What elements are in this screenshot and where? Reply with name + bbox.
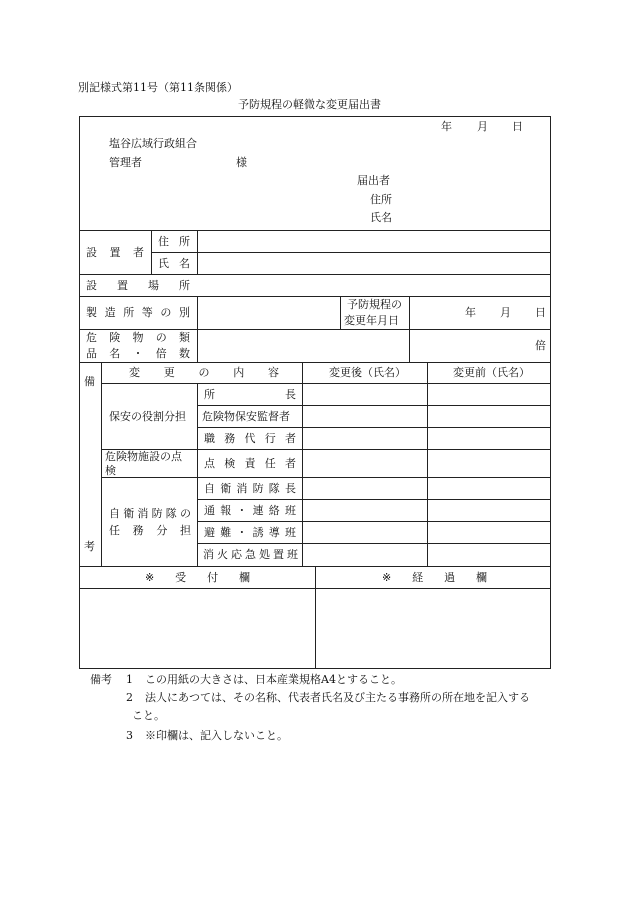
progress-label: ※ 経 過 欄 <box>382 571 487 584</box>
notifier-name-label: 氏名 <box>370 211 392 224</box>
hazmat-label-line1: 危 険 物 の 類 <box>86 331 190 344</box>
role-brigade-chief: 自 衛 消 防 隊 長 <box>204 482 296 495</box>
after-chief-field[interactable] <box>304 479 426 498</box>
group-security-roles: 保安の役割分担 <box>109 410 186 423</box>
site-field[interactable] <box>199 276 549 295</box>
role-communication-team: 通 報 ・ 連 絡 班 <box>204 504 296 517</box>
before-firefighting-field[interactable] <box>429 545 549 565</box>
site-label: 設 置 場 所 <box>86 279 190 292</box>
after-firefighting-field[interactable] <box>304 545 426 565</box>
before-communication-field[interactable] <box>429 501 549 520</box>
reception-box <box>81 590 314 667</box>
role-firefighting-team: 消 火 応 急 処 置 班 <box>203 548 298 561</box>
group-inspection-line1: 危険物施設の点 <box>105 450 182 463</box>
after-evacuation-field[interactable] <box>304 523 426 542</box>
installer-name-field[interactable] <box>199 254 549 273</box>
change-day: 日 <box>535 306 546 319</box>
change-date-label-line1: 予防規程の <box>347 298 402 311</box>
role-evacuation-team: 避 難 ・ 誘 導 班 <box>204 526 296 539</box>
notifier-address-label: 住所 <box>370 193 392 206</box>
change-date-label-line2: 変更年月日 <box>344 314 399 327</box>
group-fire-brigade-line2: 任 務 分 担 <box>109 524 191 537</box>
role-director: 所 長 <box>204 388 296 401</box>
group-fire-brigade-line1: 自 衛 消 防 隊 の <box>109 507 191 520</box>
organization-name: 塩谷広域行政組合 <box>109 137 197 150</box>
note-1-number: 1 <box>126 673 133 686</box>
form-title: 予防規程の軽微な変更届出書 <box>238 98 381 111</box>
facility-type-label: 製 造 所 等 の 別 <box>86 306 190 319</box>
manager-label: 管理者 <box>109 156 142 169</box>
group-inspection-line2: 検 <box>105 464 116 477</box>
remarks-side-label-bottom: 考 <box>84 540 95 553</box>
after-inspection-field[interactable] <box>304 451 426 476</box>
date-day: 日 <box>512 120 523 133</box>
honorific: 様 <box>236 156 247 169</box>
facility-type-field[interactable] <box>199 298 339 328</box>
column-header-after: 変更後（氏名） <box>329 366 406 379</box>
remarks-side-label-top: 備 <box>84 375 95 388</box>
change-month: 月 <box>500 306 511 319</box>
installer-address-label: 住 所 <box>158 235 190 248</box>
installer-name-label: 氏 名 <box>158 257 190 270</box>
note-2-number: 2 <box>126 691 133 704</box>
reception-label: ※ 受 付 欄 <box>145 571 250 584</box>
before-inspection-field[interactable] <box>429 451 549 476</box>
progress-box <box>317 590 549 667</box>
form-number: 別記様式第11号（第11条関係） <box>78 81 238 94</box>
note-3-number: 3 <box>126 729 133 742</box>
note-1-text: この用紙の大きさは、日本産業規格A4とすること。 <box>145 673 402 686</box>
after-supervisor-field[interactable] <box>304 407 426 426</box>
role-inspection-manager: 点 検 責 任 者 <box>204 457 296 470</box>
column-header-content: 変 更 の 内 容 <box>129 366 279 379</box>
change-year: 年 <box>465 306 476 319</box>
hazmat-multiple-unit: 倍 <box>535 339 546 352</box>
before-director-field[interactable] <box>429 385 549 404</box>
note-2-continuation: こと。 <box>132 709 165 722</box>
role-hazmat-supervisor: 危険物保安監督者 <box>202 410 290 423</box>
before-evacuation-field[interactable] <box>429 523 549 542</box>
notes-label: 備考 <box>90 673 112 686</box>
role-deputy: 職 務 代 行 者 <box>204 432 296 445</box>
notifier-label: 届出者 <box>357 174 390 187</box>
column-header-before: 変更前（氏名） <box>453 366 530 379</box>
after-communication-field[interactable] <box>304 501 426 520</box>
after-deputy-field[interactable] <box>304 429 426 448</box>
before-chief-field[interactable] <box>429 479 549 498</box>
installer-label: 設 置 者 <box>86 246 144 259</box>
hazmat-field[interactable] <box>199 331 407 361</box>
before-deputy-field[interactable] <box>429 429 549 448</box>
note-3-text: ※印欄は、記入しないこと。 <box>145 729 288 742</box>
date-year: 年 <box>441 120 452 133</box>
installer-address-field[interactable] <box>199 232 549 251</box>
date-month: 月 <box>477 120 488 133</box>
after-director-field[interactable] <box>304 385 426 404</box>
hazmat-label-line2: 品 名 ・ 倍 数 <box>86 347 190 360</box>
note-2-text: 法人にあつては、その名称、代表者氏名及び主たる事務所の所在地を記入する <box>145 691 530 704</box>
before-supervisor-field[interactable] <box>429 407 549 426</box>
